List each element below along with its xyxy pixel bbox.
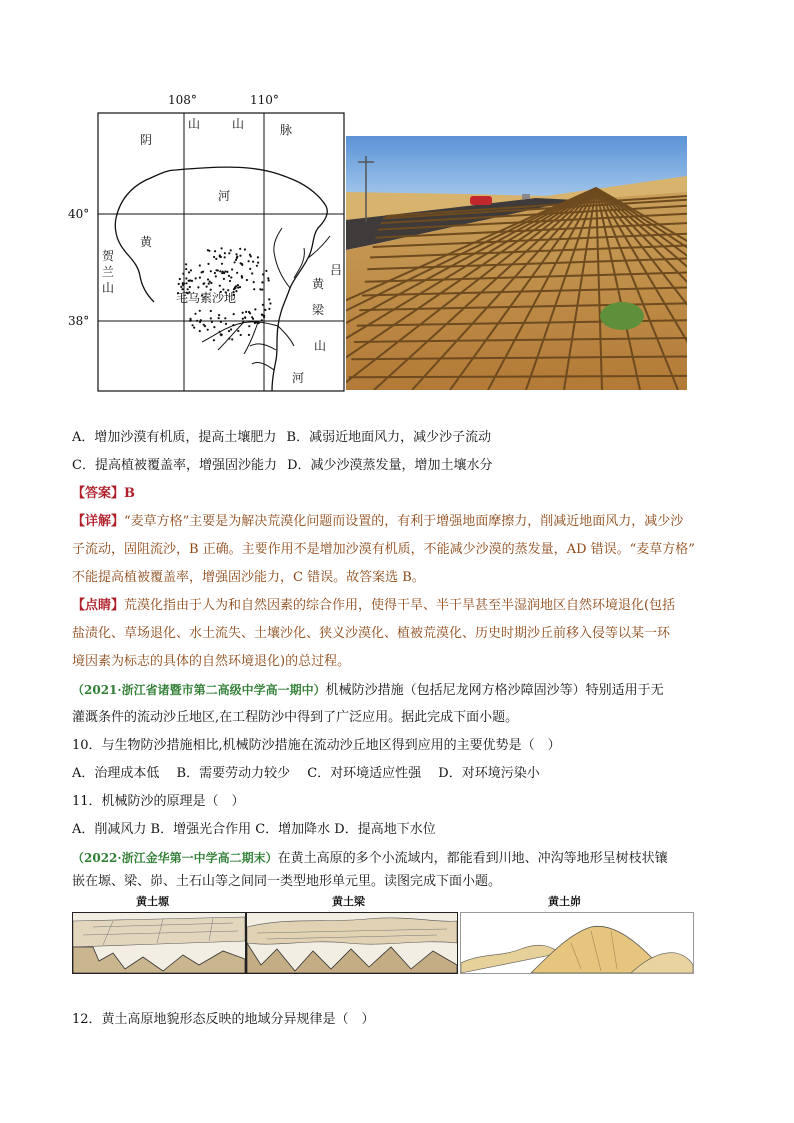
desert-dot bbox=[267, 277, 269, 279]
label-yin: 阴 bbox=[140, 133, 153, 147]
answer-label: 【答案】 bbox=[72, 486, 125, 501]
desert-dot bbox=[263, 316, 265, 318]
desert-dot bbox=[230, 249, 232, 251]
desert-dot bbox=[210, 270, 212, 272]
yan-river bbox=[250, 344, 276, 350]
yellow-river-west bbox=[115, 218, 154, 302]
desert-dot bbox=[189, 318, 191, 320]
desert-dot bbox=[185, 263, 187, 265]
yuan-image bbox=[72, 912, 246, 974]
desert-dot bbox=[252, 261, 254, 263]
desert-dot bbox=[193, 327, 195, 329]
desert-dot bbox=[254, 308, 256, 310]
q9-option-a[interactable]: A．增加沙漠有机质，提高土壤肥力 bbox=[72, 430, 277, 445]
label-river-he: 河 bbox=[218, 189, 231, 203]
passage3-text-2: 嵌在塬、梁、峁、土石山等之间同一类型地形单元里。读图完成下面小题。 bbox=[72, 874, 502, 889]
desert-dot bbox=[240, 334, 242, 336]
passage2-source: （2021·浙江省诸暨市第二高级中学高一期中） bbox=[72, 683, 326, 697]
q11-stem: 11．机械防沙的原理是（ ） bbox=[72, 794, 245, 809]
passage2-line-1 bbox=[72, 681, 664, 700]
detail-line-1 bbox=[72, 513, 683, 531]
desert-dot bbox=[233, 313, 235, 315]
desert-dot bbox=[185, 282, 187, 284]
desert-dot bbox=[217, 269, 219, 271]
label-shan-1: 山 bbox=[188, 117, 201, 131]
desert-dot bbox=[185, 277, 187, 279]
desert-dot bbox=[196, 320, 198, 322]
label-huang-2: 黄 bbox=[312, 277, 325, 291]
desert-dot bbox=[261, 319, 263, 321]
car-2 bbox=[522, 194, 530, 199]
desert-dot bbox=[218, 317, 220, 319]
desert-dot bbox=[228, 338, 230, 340]
tip-line-3 bbox=[72, 653, 350, 671]
q12-stem: 12．黄土高原地貌形态反映的地域分异规律是（ ） bbox=[72, 1012, 375, 1027]
desert-dot bbox=[179, 278, 181, 280]
desert-dot bbox=[235, 253, 237, 255]
desert-dot bbox=[195, 277, 197, 279]
desert-dot bbox=[237, 284, 239, 286]
q11-options[interactable]: A．削减风力 B．增强光合作用 C．增加降水 D．提高地下水位 bbox=[72, 822, 436, 837]
east-branch bbox=[278, 326, 294, 346]
desert-dot bbox=[199, 330, 201, 332]
desert-dot bbox=[248, 325, 250, 327]
desert-dot bbox=[221, 334, 223, 336]
desert-dot bbox=[207, 263, 209, 265]
desert-dot bbox=[236, 257, 238, 259]
desert-dot bbox=[197, 286, 199, 288]
desert-dot bbox=[213, 339, 215, 341]
desert-dot bbox=[239, 248, 241, 250]
desert-dot bbox=[237, 330, 239, 332]
desert-dot bbox=[181, 288, 183, 290]
desert-dot bbox=[218, 314, 220, 316]
desert-dot bbox=[220, 321, 222, 323]
passage3-line-2 bbox=[72, 873, 501, 891]
desert-dot bbox=[219, 270, 221, 272]
desert-dot bbox=[190, 269, 192, 271]
label-shan-2: 山 bbox=[232, 117, 245, 131]
q9-option-c[interactable]: C．提高植被覆盖率，增强固沙能力 bbox=[72, 458, 277, 473]
desert-dot bbox=[215, 275, 217, 277]
desert-dot bbox=[241, 277, 243, 279]
desert-dot bbox=[251, 272, 253, 274]
desert-dot bbox=[226, 271, 228, 273]
desert-dot bbox=[208, 283, 210, 285]
desert-dot bbox=[259, 288, 261, 290]
desert-dot bbox=[207, 278, 209, 280]
desert-dot bbox=[245, 311, 247, 313]
desert-dot bbox=[268, 279, 270, 281]
desert-dot bbox=[210, 317, 212, 319]
desert-dot bbox=[185, 268, 187, 270]
desert-dot bbox=[261, 314, 263, 316]
desert-dot bbox=[214, 272, 216, 274]
wuding-branch-2 bbox=[244, 322, 258, 354]
desert-dot bbox=[199, 264, 201, 266]
desert-dot bbox=[268, 298, 270, 300]
desert-dot bbox=[224, 317, 226, 319]
map-frame bbox=[98, 113, 344, 391]
desert-dot bbox=[262, 304, 264, 306]
desert-dot bbox=[203, 324, 205, 326]
desert-dot bbox=[225, 323, 227, 325]
liang-image bbox=[246, 912, 458, 974]
desert-dot bbox=[230, 276, 232, 278]
desert-dot bbox=[265, 270, 267, 272]
desert-dot bbox=[253, 288, 255, 290]
passage3-line-1 bbox=[72, 849, 668, 868]
detail-line-3 bbox=[72, 569, 425, 587]
desert-dot bbox=[246, 279, 248, 281]
passage2-text-1: 机械防沙措施（包括尼龙网方格沙障固沙等）特别适用于无 bbox=[325, 683, 664, 698]
tip-text-2: 盐渍化、草场退化、水土流失、土壤沙化、狭义沙漠化、植被荒漠化、历史时期沙丘前移入侵等以某一环 bbox=[72, 626, 671, 641]
desert-dot bbox=[235, 259, 237, 261]
mao-image bbox=[460, 912, 694, 974]
desert-dot bbox=[223, 278, 225, 280]
answer-line bbox=[72, 485, 135, 503]
desert-dot bbox=[248, 334, 250, 336]
desert-dot bbox=[257, 262, 259, 264]
tributary-1 bbox=[308, 236, 330, 258]
passage2-text-2: 灌溉条件的流动沙丘地区,在工程防沙中得到了广泛应用。据此完成下面小题。 bbox=[72, 710, 519, 725]
yan-river-2 bbox=[252, 362, 274, 370]
desert-dot bbox=[268, 308, 270, 310]
desert-dot bbox=[199, 310, 201, 312]
q10-stem: 10．与生物防沙措施相比,机械防沙措施在流动沙丘地区得到应用的主要优势是（ ） bbox=[72, 738, 561, 753]
desert-dot bbox=[213, 256, 215, 258]
desert-dot bbox=[201, 271, 203, 273]
region-map bbox=[68, 88, 350, 394]
label-liang: 黄土梁 bbox=[332, 895, 365, 908]
desert-dot bbox=[262, 273, 264, 275]
desert-dot bbox=[256, 265, 258, 267]
desert-dot bbox=[182, 282, 184, 284]
desert-dot bbox=[211, 321, 213, 323]
desert-dot bbox=[200, 319, 202, 321]
label-liang: 梁 bbox=[312, 303, 325, 317]
label-helan-2: 兰 bbox=[102, 265, 115, 279]
desert-dot bbox=[241, 264, 243, 266]
desert-dot bbox=[244, 316, 246, 318]
desert-dot bbox=[209, 281, 211, 283]
answer-value: B bbox=[124, 486, 136, 501]
lat-label-40: 40° bbox=[68, 207, 90, 221]
wuding-river bbox=[202, 322, 278, 342]
desert-dot bbox=[221, 247, 223, 249]
desert-dot bbox=[224, 256, 226, 258]
desert-dot bbox=[199, 277, 201, 279]
desert-dot bbox=[182, 273, 184, 275]
detail-text-2: 子流动，固阻流沙，B 正确。主要作用不是增加沙漠有机质，不能减少沙漠的蒸发量，AD 错误。“麦草方格” bbox=[72, 542, 695, 557]
tip-text-3: 境因素为标志的具体的自然环境退化)的总过程。 bbox=[72, 654, 351, 669]
lon-label-110: 110° bbox=[250, 93, 279, 107]
detail-label: 【详解】 bbox=[72, 514, 125, 529]
desert-dot bbox=[236, 272, 238, 274]
desert-dot bbox=[213, 326, 215, 328]
desert-dot bbox=[269, 302, 271, 304]
desert-dot bbox=[221, 263, 223, 265]
label-helan-3: 山 bbox=[102, 281, 115, 295]
desert-dot bbox=[242, 321, 244, 323]
desert-dot bbox=[258, 322, 260, 324]
desert-dot bbox=[253, 281, 255, 283]
passage3-source: （2022·浙江金华第一中学高二期末） bbox=[72, 851, 278, 865]
label-shan-3: 山 bbox=[314, 339, 327, 353]
desert-dot bbox=[242, 318, 244, 320]
desert-dot bbox=[264, 309, 266, 311]
desert-dot bbox=[219, 256, 221, 258]
label-desert: 毛乌素沙地 bbox=[176, 291, 237, 305]
q9-option-d[interactable]: D．减少沙漠蒸发量，增加土壤水分 bbox=[287, 458, 493, 473]
desert-dot bbox=[242, 312, 244, 314]
tip-line-2 bbox=[72, 625, 670, 643]
desert-dot bbox=[215, 258, 217, 260]
car bbox=[470, 196, 492, 205]
label-he-2: 河 bbox=[292, 371, 305, 385]
label-huang: 黄 bbox=[140, 235, 153, 249]
q9-options-row2 bbox=[72, 457, 493, 475]
q9-option-b[interactable]: B．减弱近地面风力，减少沙子流动 bbox=[286, 430, 492, 445]
desert-dot bbox=[230, 328, 232, 330]
desert-dot bbox=[194, 313, 196, 315]
desert-dot bbox=[251, 316, 253, 318]
detail-line-2 bbox=[72, 541, 695, 559]
desert-dot bbox=[261, 281, 263, 283]
tributary-2 bbox=[274, 228, 290, 288]
desert-dot bbox=[250, 255, 252, 257]
desert-dot bbox=[188, 271, 190, 273]
desert-dot bbox=[231, 268, 233, 270]
desert-dot bbox=[207, 329, 209, 331]
label-lv: 吕 bbox=[330, 263, 343, 277]
desert-dot bbox=[208, 250, 210, 252]
straw-checkerboard-photo bbox=[346, 136, 687, 390]
detail-text-1: “麦草方格”主要是为解决荒漠化问题而设置的，有利于增强地面摩擦力，削减近地面风力，减少沙 bbox=[124, 514, 684, 529]
desert-dot bbox=[189, 286, 191, 288]
desert-dot bbox=[223, 272, 225, 274]
desert-dot bbox=[228, 252, 230, 254]
detail-text-3: 不能提高植被覆盖率，增强固沙能力，C 错误。故答案选 B。 bbox=[72, 570, 425, 585]
desert-dot bbox=[235, 285, 237, 287]
passage3-text-1: 在黄土高原的多个小流域内，都能看到川地、冲沟等地形呈树枝状镶 bbox=[277, 851, 668, 866]
desert-dot bbox=[192, 324, 194, 326]
desert-dot bbox=[257, 256, 259, 258]
desert-dot bbox=[240, 262, 242, 264]
desert-dot bbox=[221, 272, 223, 274]
desert-dot bbox=[210, 282, 212, 284]
desert-dot bbox=[189, 279, 191, 281]
desert-dot bbox=[178, 283, 180, 285]
shrub bbox=[600, 302, 644, 330]
desert-dot bbox=[210, 310, 212, 312]
desert-dot bbox=[239, 255, 241, 257]
tip-label: 【点睛】 bbox=[72, 598, 125, 613]
desert-dot bbox=[231, 338, 233, 340]
desert-dot bbox=[229, 280, 231, 282]
desert-dot bbox=[254, 322, 256, 324]
desert-dot bbox=[248, 311, 250, 313]
desert-dot bbox=[206, 286, 208, 288]
desert-dot bbox=[203, 282, 205, 284]
desert-dot bbox=[234, 261, 236, 263]
tip-text-1: 荒漠化指由于人为和自然因素的综合作用，使得干旱、半干旱甚至半湿润地区自然环境退化(包括 bbox=[124, 598, 676, 613]
desert-dot bbox=[224, 252, 226, 254]
desert-dot bbox=[249, 268, 251, 270]
label-helan-1: 贺 bbox=[102, 249, 115, 263]
desert-dot bbox=[237, 287, 239, 289]
label-mai: 脉 bbox=[280, 123, 293, 137]
q10-options[interactable]: A．治理成本低 B．需要劳动力较少 C．对环境适应性强 D．对环境污染小 bbox=[72, 766, 540, 781]
desert-dot bbox=[244, 248, 246, 250]
q9-options-row1 bbox=[72, 429, 491, 447]
label-mao: 黄土峁 bbox=[548, 895, 581, 908]
desert-dot bbox=[180, 286, 182, 288]
passage2-line-2 bbox=[72, 709, 518, 727]
lon-label-108: 108° bbox=[168, 93, 197, 107]
desert-dot bbox=[228, 275, 230, 277]
tip-line-1 bbox=[72, 597, 675, 615]
desert-dot bbox=[228, 330, 230, 332]
desert-dot bbox=[219, 285, 221, 287]
desert-dot bbox=[248, 260, 250, 262]
lat-label-38: 38° bbox=[68, 314, 90, 328]
desert-dot bbox=[219, 331, 221, 333]
label-yuan: 黄土塬 bbox=[136, 895, 169, 908]
desert-dot bbox=[232, 324, 234, 326]
desert-dot bbox=[214, 250, 216, 252]
